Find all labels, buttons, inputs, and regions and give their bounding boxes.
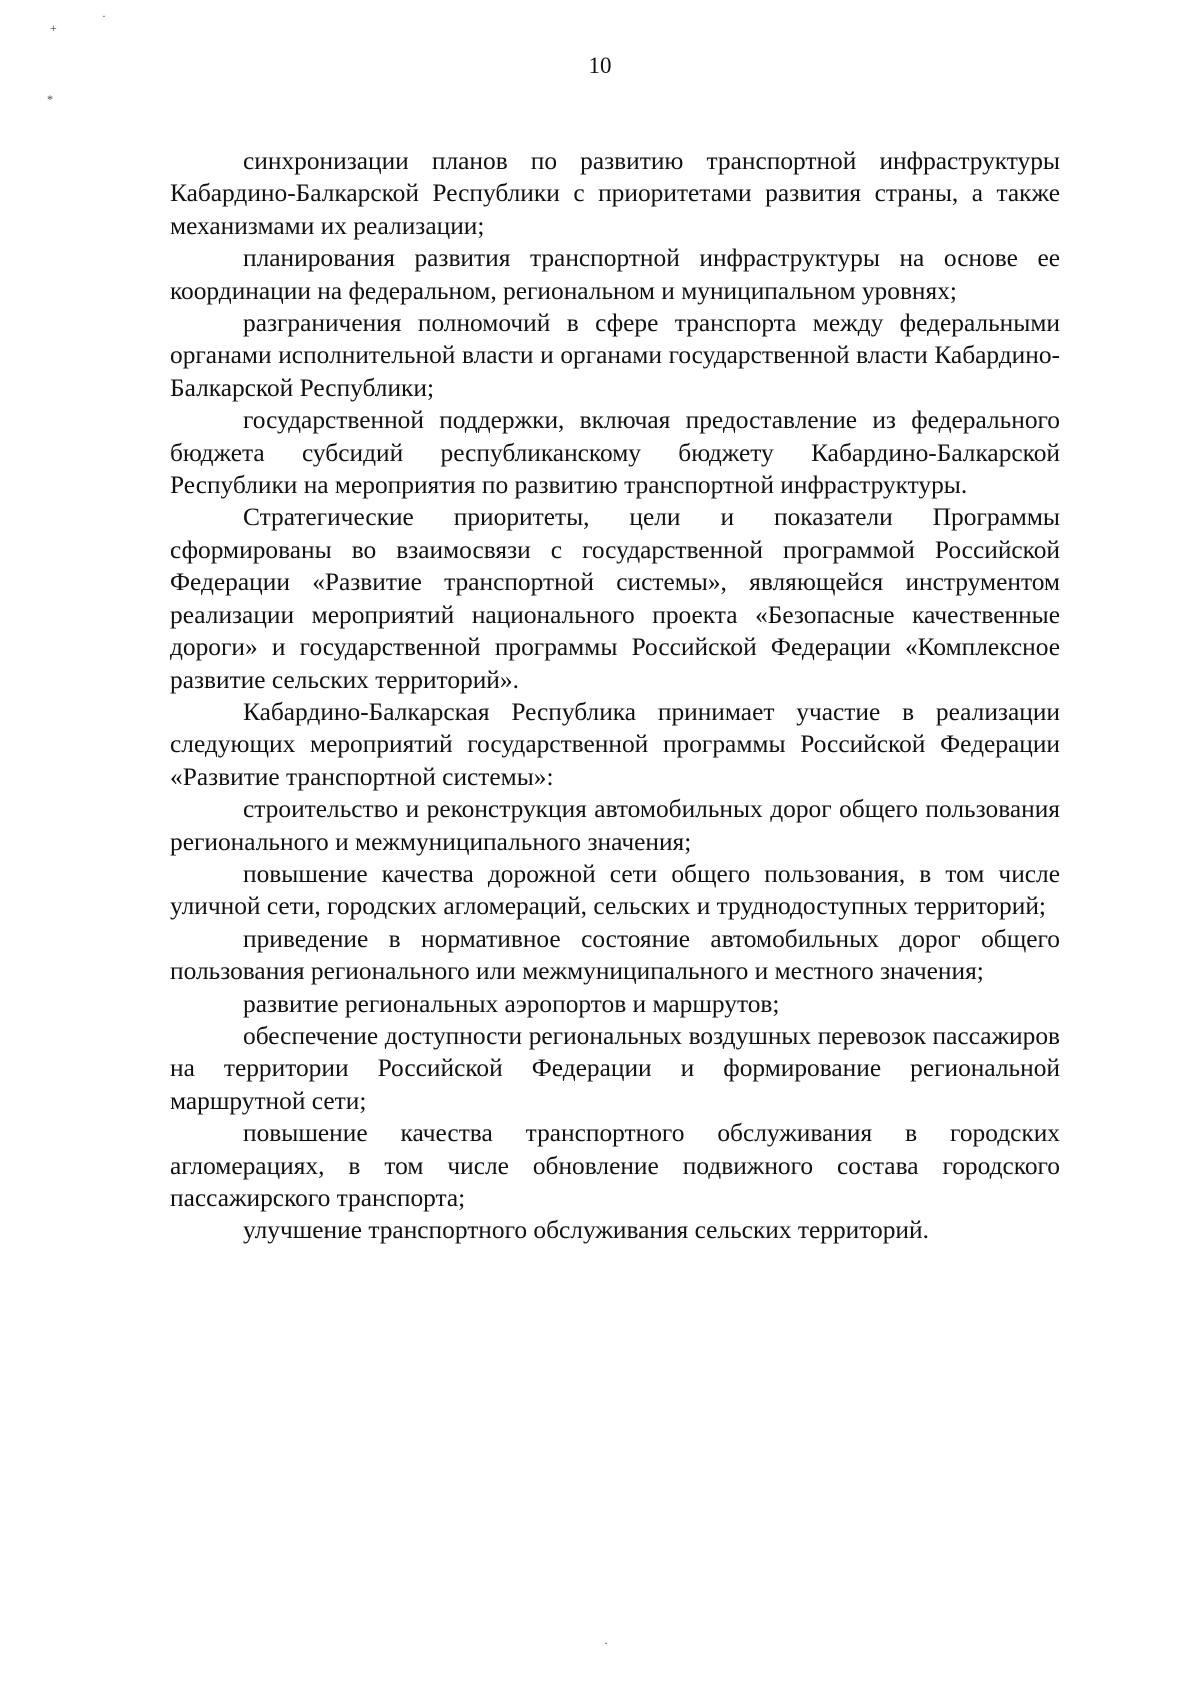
paragraph: разграничения полномочий в сфере транспорта между федеральными органами исполнительной власти и органами государственной власти Кабардино-Балкарской Республики; bbox=[170, 309, 1060, 402]
page-number: 10 bbox=[588, 53, 612, 78]
scan-mark: + bbox=[50, 21, 57, 35]
paragraph: улучшение транспортного обслуживания сельских территорий. bbox=[243, 1216, 929, 1245]
paragraph: обеспечение доступности региональных воздушных перевозок пассажиров на территории Российской Федерации и формирование региональной маршрутной сети; bbox=[170, 1021, 1060, 1115]
paragraph: строительство и реконструкция автомобильных дорог общего пользования регионального и межмуниципального значения; bbox=[170, 795, 1060, 856]
body-text bbox=[170, 145, 1060, 1247]
scan-mark: · bbox=[102, 9, 106, 23]
paragraph: повышение качества дорожной сети общего пользования, в том числе уличной сети, городских агломераций, сельских и труднодоступных территорий; bbox=[170, 859, 1060, 921]
paragraph: Кабардино-Балкарская Республика принимает участие в реализации следующих мероприятий государственной программы Российской Федерации «Развитие транспортной системы»: bbox=[170, 697, 1060, 791]
paragraph: повышение качества транспортного обслуживания в городских агломерациях, в том числе обновление подвижного состава городского пассажирского транспорта; bbox=[170, 1119, 1060, 1212]
paragraph: развитие региональных аэропортов и маршрутов; bbox=[243, 989, 780, 1018]
scan-mark: * bbox=[47, 92, 53, 106]
paragraph: государственной поддержки, включая предоставление из федерального бюджета субсидий республиканскому бюджету Кабардино-Балкарской Республики на мероприятия по развитию транспортной инфраструктуры. bbox=[170, 406, 1060, 500]
paragraph: планирования развития транспортной инфраструктуры на основе ее координации на федеральном, региональном и муниципальном уровнях; bbox=[170, 244, 1060, 305]
paragraph: Стратегические приоритеты, цели и показатели Программы сформированы во взаимосвязи с государственной программой Российской Федерации «Развитие транспортной системы», являющейся инструментом реализации мероприятий национального проекта «Безопасные качественные дороги» и государственной программы Российской Федерации «Комплексное развитие сельских территорий». bbox=[170, 503, 1060, 694]
scan-mark: · bbox=[604, 1636, 608, 1650]
paragraph: приведение в нормативное состояние автомобильных дорог общего пользования регионального или межмуниципального и местного значения; bbox=[170, 924, 1060, 986]
paragraph: синхронизации планов по развитию транспортной инфраструктуры Кабардино-Балкарской Республики с приоритетами развития страны, а также механизмами их реализации; bbox=[170, 147, 1060, 240]
